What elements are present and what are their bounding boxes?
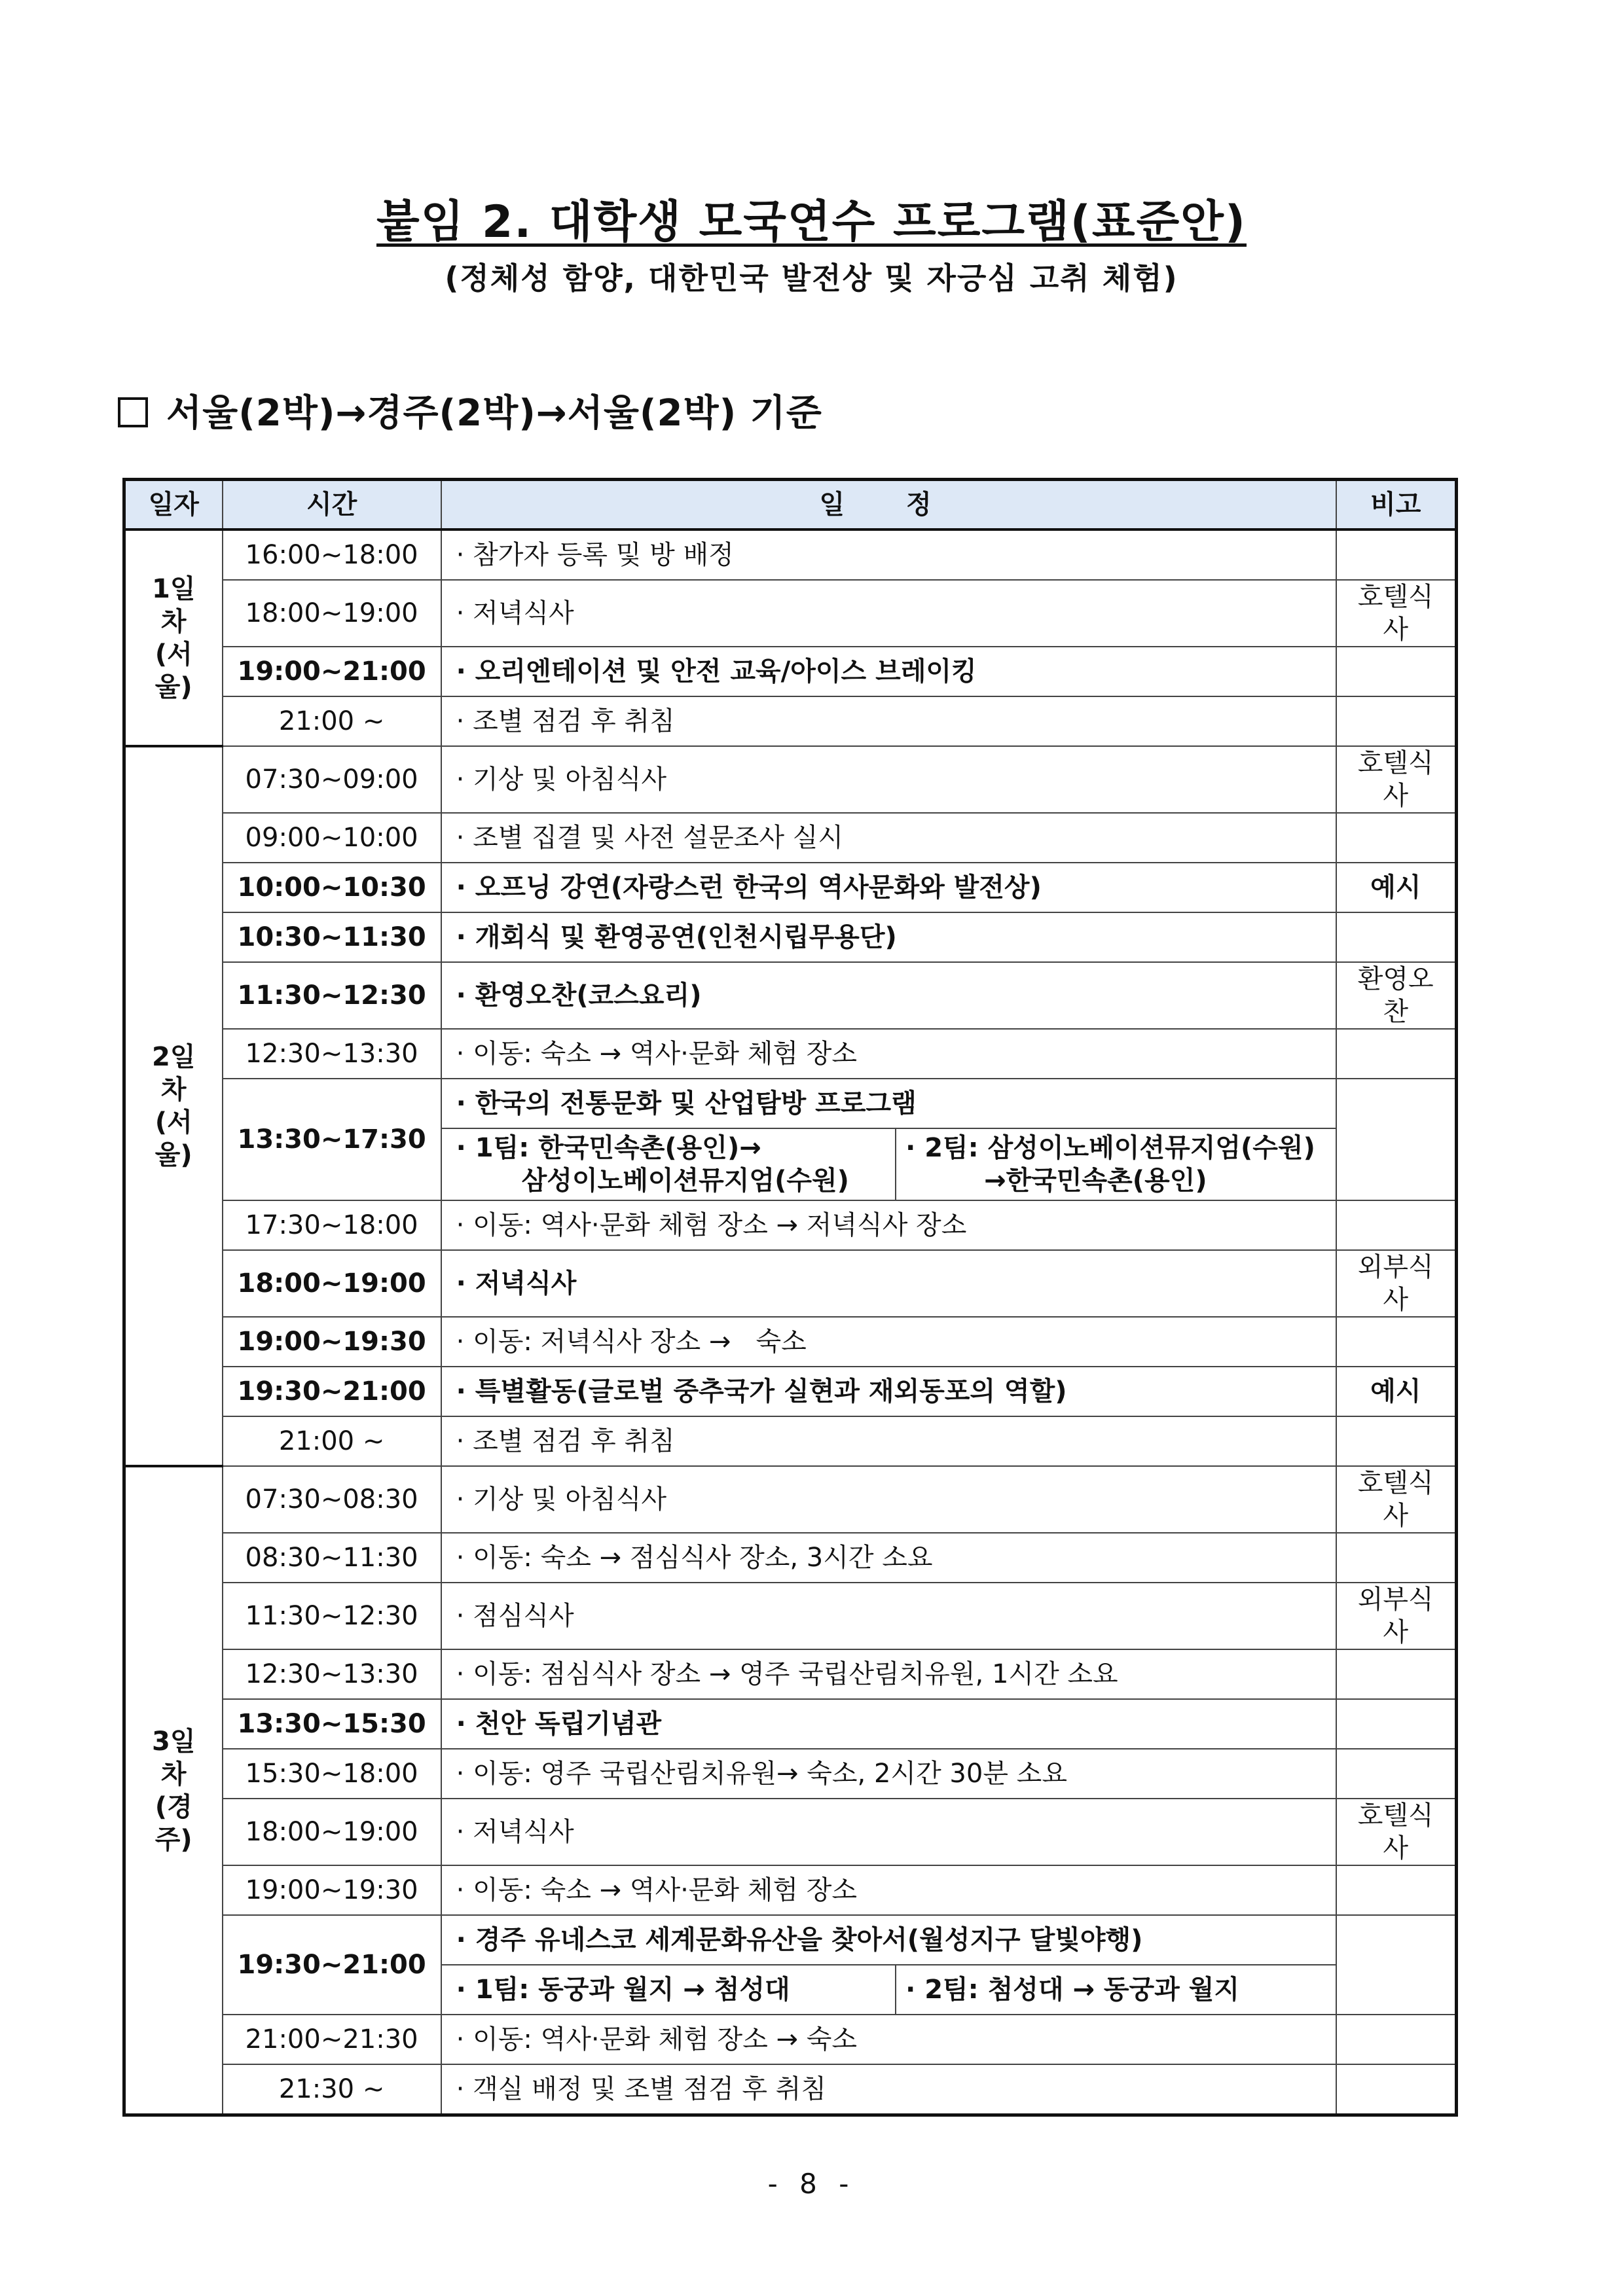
time-cell: 18:00~19:00 xyxy=(223,1799,441,1865)
schedule-cell: · 조별 점검 후 취침 xyxy=(441,696,1336,746)
time-cell: 11:30~12:30 xyxy=(223,1583,441,1649)
time-cell: 07:30~09:00 xyxy=(223,746,441,813)
schedule-cell: · 이동: 숙소 → 역사·문화 체험 장소 xyxy=(441,1865,1336,1915)
team-split-cell xyxy=(441,1965,1336,2015)
table-row xyxy=(124,1466,1457,1533)
time-cell: 12:30~13:30 xyxy=(223,1029,441,1079)
team2-route: · 2팀: 첨성대 → 동궁과 월지 xyxy=(905,1975,1240,2005)
time-cell: 19:30~21:00 xyxy=(223,1367,441,1416)
note-cell: 호텔식사 xyxy=(1336,1799,1457,1865)
table-row xyxy=(124,580,1457,647)
table-row xyxy=(124,1699,1457,1749)
header-note: 비고 xyxy=(1336,480,1457,530)
note-cell: 외부식사 xyxy=(1336,1250,1457,1317)
time-cell: 13:30~17:30 xyxy=(223,1079,441,1200)
time-cell: 10:00~10:30 xyxy=(223,863,441,912)
note-cell xyxy=(1336,2015,1457,2064)
note-cell xyxy=(1336,1699,1457,1749)
note-cell xyxy=(1336,813,1457,863)
table-row xyxy=(124,813,1457,863)
time-cell: 21:00 ~ xyxy=(223,1416,441,1466)
time-cell: 15:30~18:00 xyxy=(223,1749,441,1799)
note-cell xyxy=(1336,1865,1457,1915)
schedule-cell: · 저녁식사 xyxy=(441,1799,1336,1865)
schedule-cell: · 이동: 영주 국립산림치유원→ 숙소, 2시간 30분 소요 xyxy=(441,1749,1336,1799)
time-cell: 09:00~10:00 xyxy=(223,813,441,863)
note-cell xyxy=(1336,1317,1457,1367)
note-cell: 호텔식사 xyxy=(1336,580,1457,647)
schedule-cell: · 이동: 점심식사 장소 → 영주 국립산림치유원, 1시간 소요 xyxy=(441,1649,1336,1699)
note-cell: 외부식사 xyxy=(1336,1583,1457,1649)
team2-route-line1: · 2팀: 삼성이노베이션뮤지엄(수원) xyxy=(905,1133,1315,1163)
table-row xyxy=(124,1533,1457,1583)
note-cell xyxy=(1336,1749,1457,1799)
day-label: 1일차 (서울) xyxy=(124,529,223,746)
time-cell: 19:00~21:00 xyxy=(223,647,441,696)
note-cell: 예시 xyxy=(1336,1367,1457,1416)
table-row xyxy=(124,1367,1457,1416)
note-cell xyxy=(1336,647,1457,696)
schedule-cell: · 개회식 및 환영공연(인천시립무용단) xyxy=(441,912,1336,962)
note-cell xyxy=(1336,1649,1457,1699)
table-row xyxy=(124,1865,1457,1915)
note-cell xyxy=(1336,1029,1457,1079)
note-cell xyxy=(1336,1533,1457,1583)
schedule-cell: · 이동: 역사·문화 체험 장소 → 저녁식사 장소 xyxy=(441,1200,1336,1250)
table-header-row xyxy=(124,480,1457,530)
note-cell xyxy=(1336,1915,1457,2015)
table-row xyxy=(124,1583,1457,1649)
schedule-table xyxy=(122,478,1458,2117)
schedule-cell: · 기상 및 아침식사 xyxy=(441,746,1336,813)
schedule-cell: · 이동: 숙소 → 점심식사 장소, 3시간 소요 xyxy=(441,1533,1336,1583)
title-block xyxy=(0,190,1623,301)
table-row xyxy=(124,1250,1457,1317)
table-row xyxy=(124,1416,1457,1466)
schedule-cell: · 조별 점검 후 취침 xyxy=(441,1416,1336,1466)
team1-route-line1: · 1팀: 한국민속촌(용인)→ xyxy=(456,1133,761,1163)
schedule-cell: · 오프닝 강연(자랑스런 한국의 역사문화와 발전상) xyxy=(441,863,1336,912)
note-cell xyxy=(1336,696,1457,746)
day-label: 2일차 (서울) xyxy=(124,746,223,1466)
team2-route xyxy=(896,1129,1335,1200)
schedule-cell: · 점심식사 xyxy=(441,1583,1336,1649)
table-row xyxy=(124,962,1457,1029)
page-subtitle: (정체성 함양, 대한민국 발전상 및 자긍심 고취 체험) xyxy=(445,260,1178,296)
time-cell: 21:30 ~ xyxy=(223,2064,441,2115)
time-cell: 18:00~19:00 xyxy=(223,1250,441,1317)
table-row xyxy=(124,1079,1457,1128)
page-number: - 8 - xyxy=(767,2168,856,2200)
table-row xyxy=(124,2015,1457,2064)
time-cell: 19:00~19:30 xyxy=(223,1865,441,1915)
table-row xyxy=(124,696,1457,746)
time-cell: 19:00~19:30 xyxy=(223,1317,441,1367)
checkbox-square-icon xyxy=(118,397,148,427)
table-row xyxy=(124,2064,1457,2115)
page-title: 붙임 2. 대학생 모국연수 프로그램(표준안) xyxy=(376,196,1247,248)
time-cell: 12:30~13:30 xyxy=(223,1649,441,1699)
table-row xyxy=(124,863,1457,912)
table-row xyxy=(124,746,1457,813)
team1-route: · 1팀: 동궁과 월지 → 첨성대 xyxy=(456,1965,896,2014)
schedule-cell: · 저녁식사 xyxy=(441,580,1336,647)
section-heading-text: 서울(2박)→경주(2박)→서울(2박) 기준 xyxy=(166,392,822,435)
header-day: 일자 xyxy=(124,480,223,530)
schedule-cell: · 특별활동(글로벌 중추국가 실현과 재외동포의 역할) xyxy=(441,1367,1336,1416)
schedule-cell: · 이동: 저녁식사 장소 → 숙소 xyxy=(441,1317,1336,1367)
note-cell xyxy=(1336,2064,1457,2115)
table-row xyxy=(124,1029,1457,1079)
note-cell: 예시 xyxy=(1336,863,1457,912)
table-row xyxy=(124,1799,1457,1865)
time-cell: 21:00 ~ xyxy=(223,696,441,746)
schedule-cell: · 이동: 숙소 → 역사·문화 체험 장소 xyxy=(441,1029,1336,1079)
table-row xyxy=(124,1915,1457,1965)
table-row xyxy=(124,1200,1457,1250)
schedule-cell: · 환영오찬(코스요리) xyxy=(441,962,1336,1029)
table-row xyxy=(124,647,1457,696)
team-split-cell xyxy=(441,1128,1336,1200)
table-row xyxy=(124,1749,1457,1799)
time-cell: 19:30~21:00 xyxy=(223,1915,441,2015)
time-cell: 16:00~18:00 xyxy=(223,529,441,580)
schedule-cell: · 이동: 역사·문화 체험 장소 → 숙소 xyxy=(441,2015,1336,2064)
section-heading xyxy=(118,387,822,440)
schedule-cell: · 참가자 등록 및 방 배정 xyxy=(441,529,1336,580)
team2-route-line2: →한국민속촌(용인) xyxy=(984,1166,1207,1196)
time-cell: 10:30~11:30 xyxy=(223,912,441,962)
day-label: 3일차 (경주) xyxy=(124,1466,223,2115)
note-cell xyxy=(1336,529,1457,580)
time-cell: 18:00~19:00 xyxy=(223,580,441,647)
schedule-cell: · 객실 배정 및 조별 점검 후 취침 xyxy=(441,2064,1336,2115)
schedule-cell: · 경주 유네스코 세계문화유산을 찾아서(월성지구 달빛야행) xyxy=(441,1915,1336,1965)
note-cell xyxy=(1336,1079,1457,1200)
table-row xyxy=(124,1649,1457,1699)
note-cell: 환영오찬 xyxy=(1336,962,1457,1029)
team1-route-line2: 삼성이노베이션뮤지엄(수원) xyxy=(521,1166,849,1196)
schedule-cell: · 기상 및 아침식사 xyxy=(441,1466,1336,1533)
time-cell: 08:30~11:30 xyxy=(223,1533,441,1583)
time-cell: 21:00~21:30 xyxy=(223,2015,441,2064)
time-cell: 17:30~18:00 xyxy=(223,1200,441,1250)
time-cell: 11:30~12:30 xyxy=(223,962,441,1029)
table-row xyxy=(124,1317,1457,1367)
header-time: 시간 xyxy=(223,480,441,530)
schedule-cell: · 한국의 전통문화 및 산업탐방 프로그램 xyxy=(441,1079,1336,1128)
table-row xyxy=(124,529,1457,580)
team1-route xyxy=(456,1129,896,1200)
time-cell: 07:30~08:30 xyxy=(223,1466,441,1533)
note-cell xyxy=(1336,912,1457,962)
schedule-cell: · 오리엔테이션 및 안전 교육/아이스 브레이킹 xyxy=(441,647,1336,696)
schedule-cell: · 천안 독립기념관 xyxy=(441,1699,1336,1749)
note-cell xyxy=(1336,1200,1457,1250)
note-cell: 호텔식사 xyxy=(1336,1466,1457,1533)
note-cell: 호텔식사 xyxy=(1336,746,1457,813)
schedule-cell: · 조별 집결 및 사전 설문조사 실시 xyxy=(441,813,1336,863)
schedule-cell: · 저녁식사 xyxy=(441,1250,1336,1317)
note-cell xyxy=(1336,1416,1457,1466)
table-row xyxy=(124,912,1457,962)
header-schedule: 일 정 xyxy=(441,480,1336,530)
time-cell: 13:30~15:30 xyxy=(223,1699,441,1749)
